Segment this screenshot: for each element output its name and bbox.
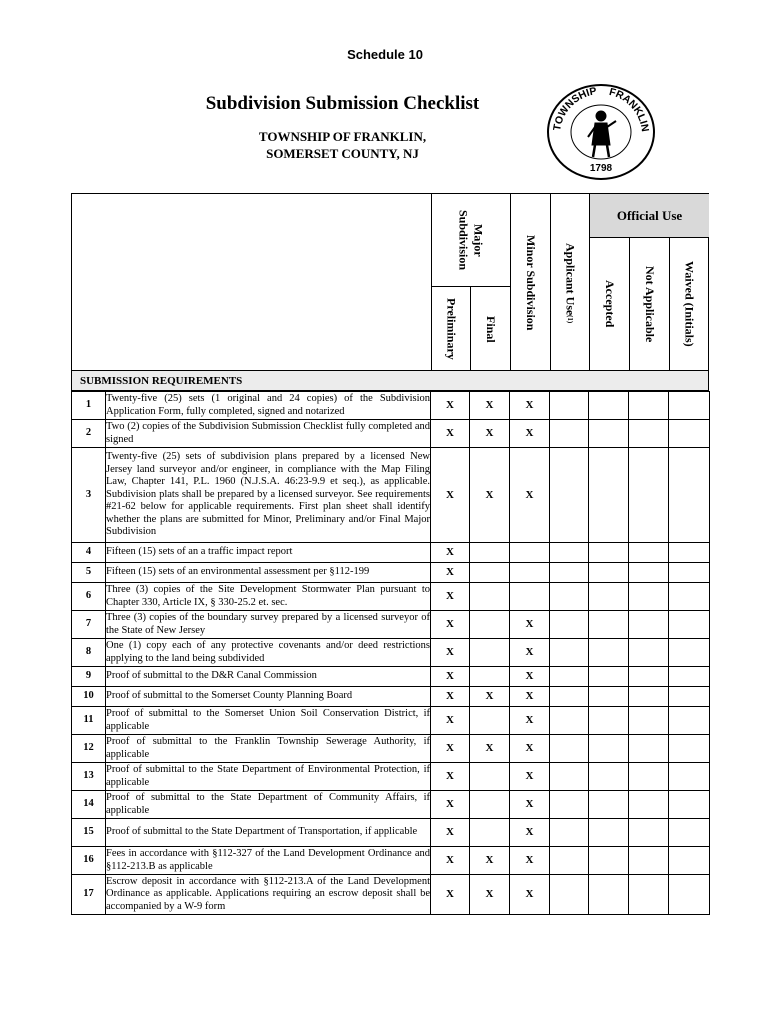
preliminary-mark[interactable]: X: [431, 735, 470, 763]
minor-mark[interactable]: X: [510, 791, 550, 819]
table-row: [72, 563, 710, 583]
waived-initials-field[interactable]: [669, 392, 710, 420]
preliminary-mark[interactable]: X: [431, 392, 470, 420]
not-applicable-checkbox[interactable]: [629, 639, 669, 667]
final-mark[interactable]: X: [470, 448, 510, 543]
not-applicable-checkbox[interactable]: [629, 563, 669, 583]
page-title: Subdivision Submission Checklist: [205, 93, 480, 114]
accepted-checkbox[interactable]: [589, 791, 629, 819]
accepted-checkbox[interactable]: [589, 763, 629, 791]
not-applicable-checkbox[interactable]: [629, 707, 669, 735]
accepted-checkbox[interactable]: [589, 392, 629, 420]
accepted-checkbox[interactable]: [589, 707, 629, 735]
waived-initials-field[interactable]: [669, 583, 710, 611]
requirements-table: [71, 391, 710, 915]
not-applicable-checkbox[interactable]: [629, 448, 669, 543]
minor-mark[interactable]: X: [510, 420, 550, 448]
minor-mark[interactable]: X: [510, 763, 550, 791]
waived-header: Waived (Initials): [682, 261, 697, 347]
applicant-use-checkbox[interactable]: [550, 707, 589, 735]
accepted-checkbox[interactable]: [589, 687, 629, 707]
waived-initials-field[interactable]: [669, 819, 710, 847]
preliminary-mark[interactable]: X: [431, 687, 470, 707]
preliminary-mark[interactable]: X: [431, 667, 470, 687]
table-row: [72, 392, 710, 420]
final-mark[interactable]: X: [470, 735, 510, 763]
table-row: [72, 847, 710, 875]
waived-initials-field[interactable]: [669, 847, 710, 875]
applicant-use-checkbox[interactable]: [550, 791, 589, 819]
minor-mark[interactable]: [510, 563, 550, 583]
major-subdivision-header: Major Subdivision: [456, 209, 486, 271]
final-mark[interactable]: X: [470, 392, 510, 420]
waived-initials-field[interactable]: [669, 543, 710, 563]
preliminary-mark[interactable]: X: [431, 639, 470, 667]
applicant-use-checkbox[interactable]: [550, 543, 589, 563]
preliminary-mark[interactable]: X: [431, 791, 470, 819]
not-applicable-checkbox[interactable]: [629, 875, 669, 915]
accepted-checkbox[interactable]: [589, 875, 629, 915]
final-mark[interactable]: X: [470, 687, 510, 707]
preliminary-header: Preliminary: [444, 298, 459, 360]
seal-right-text: FRANKLIN: [607, 85, 651, 133]
row-number: 16: [72, 847, 106, 875]
applicant-use-checkbox[interactable]: [550, 583, 589, 611]
requirement-text: Three (3) copies of the boundary survey prepared by a licensed surveyor of the State of New Jersey: [106, 611, 431, 639]
minor-mark[interactable]: X: [510, 735, 550, 763]
waived-initials-field[interactable]: [669, 875, 710, 915]
final-mark[interactable]: [470, 611, 510, 639]
applicant-use-checkbox[interactable]: [550, 819, 589, 847]
schedule-label: Schedule 10: [347, 47, 423, 62]
minor-mark[interactable]: X: [510, 687, 550, 707]
requirement-text: Three (3) copies of the Site Development Stormwater Plan pursuant to Chapter 330, Article IX, § 330-25.2 et. sec.: [106, 583, 431, 611]
row-number: 4: [72, 543, 106, 563]
accepted-checkbox[interactable]: [589, 735, 629, 763]
applicant-use-checkbox[interactable]: [550, 420, 589, 448]
waived-initials-field[interactable]: [669, 667, 710, 687]
final-mark[interactable]: [470, 667, 510, 687]
seal-figure-icon: [588, 111, 616, 157]
requirement-text: Proof of submittal to the State Department of Environmental Protection, if applicable: [106, 763, 431, 791]
not-applicable-checkbox[interactable]: [629, 420, 669, 448]
waived-initials-field[interactable]: [669, 448, 710, 543]
row-number: 13: [72, 763, 106, 791]
table-row: [72, 639, 710, 667]
minor-mark[interactable]: X: [510, 707, 550, 735]
waived-initials-field[interactable]: [669, 791, 710, 819]
applicant-use-checkbox[interactable]: [550, 639, 589, 667]
preliminary-mark[interactable]: X: [431, 448, 470, 543]
applicant-use-checkbox[interactable]: [550, 392, 589, 420]
minor-mark[interactable]: X: [510, 847, 550, 875]
table-row: [72, 583, 710, 611]
requirement-text: Proof of submittal to the Franklin Township Sewerage Authority, if applicable: [106, 735, 431, 763]
not-applicable-checkbox[interactable]: [629, 611, 669, 639]
accepted-checkbox[interactable]: [589, 543, 629, 563]
row-number: 3: [72, 448, 106, 543]
accepted-checkbox[interactable]: [589, 611, 629, 639]
row-number: 7: [72, 611, 106, 639]
applicant-use-footnote: (1): [566, 315, 574, 324]
final-mark[interactable]: [470, 819, 510, 847]
not-applicable-checkbox[interactable]: [629, 847, 669, 875]
column-header: [71, 193, 709, 371]
not-applicable-checkbox[interactable]: [629, 392, 669, 420]
minor-mark[interactable]: X: [510, 639, 550, 667]
final-mark[interactable]: [470, 763, 510, 791]
not-applicable-checkbox[interactable]: [629, 791, 669, 819]
final-mark[interactable]: X: [470, 420, 510, 448]
official-use-header: Official Use: [590, 194, 709, 237]
waived-initials-field[interactable]: [669, 420, 710, 448]
table-row: [72, 707, 710, 735]
row-number: 9: [72, 667, 106, 687]
requirement-text: Fees in accordance with §112-327 of the Land Development Ordinance and §112-213.B as applicable: [106, 847, 431, 875]
preliminary-mark[interactable]: X: [431, 819, 470, 847]
row-number: 12: [72, 735, 106, 763]
row-number: 2: [72, 420, 106, 448]
requirement-text: Escrow deposit in accordance with §112-213.A of the Land Development Ordinance as applicable. Applications requiring an escrow deposit shall be accompanied by a W-9 form: [106, 875, 431, 915]
requirement-text: Proof of submittal to the State Department of Transportation, if applicable: [106, 819, 431, 847]
requirement-text: Twenty-five (25) sets (1 original and 24 copies) of the Subdivision Application Form, fully completed, signed and notarized: [106, 392, 431, 420]
row-number: 8: [72, 639, 106, 667]
preliminary-mark[interactable]: X: [431, 543, 470, 563]
row-number: 10: [72, 687, 106, 707]
applicant-use-header: [551, 196, 589, 370]
preliminary-mark[interactable]: X: [431, 707, 470, 735]
preliminary-mark[interactable]: X: [431, 875, 470, 915]
waived-initials-field[interactable]: [669, 563, 710, 583]
not-applicable-checkbox[interactable]: [629, 667, 669, 687]
final-mark[interactable]: X: [470, 875, 510, 915]
accepted-checkbox[interactable]: [589, 583, 629, 611]
row-number: 11: [72, 707, 106, 735]
table-row: [72, 448, 710, 543]
applicant-use-checkbox[interactable]: [550, 875, 589, 915]
applicant-use-checkbox[interactable]: [550, 847, 589, 875]
minor-mark[interactable]: X: [510, 819, 550, 847]
table-row: [72, 611, 710, 639]
row-number: 5: [72, 563, 106, 583]
applicant-use-checkbox[interactable]: [550, 448, 589, 543]
table-row: [72, 667, 710, 687]
minor-mark[interactable]: [510, 543, 550, 563]
requirement-text: One (1) copy each of any protective covenants and/or deed restrictions applying to the land being subdivided: [106, 639, 431, 667]
row-number: 14: [72, 791, 106, 819]
accepted-checkbox[interactable]: [589, 563, 629, 583]
row-number: 6: [72, 583, 106, 611]
preliminary-mark[interactable]: X: [431, 583, 470, 611]
waived-initials-field[interactable]: [669, 611, 710, 639]
preliminary-mark[interactable]: X: [431, 763, 470, 791]
requirement-text: Proof of submittal to the State Department of Community Affairs, if applicable: [106, 791, 431, 819]
accepted-header: Accepted: [603, 280, 617, 328]
table-row: [72, 791, 710, 819]
requirement-text: Proof of submittal to the Somerset County Planning Board: [106, 687, 431, 707]
township-seal: [546, 83, 656, 181]
table-row: [72, 875, 710, 915]
waived-initials-field[interactable]: [669, 687, 710, 707]
final-mark[interactable]: [470, 707, 510, 735]
table-row: [72, 543, 710, 563]
applicant-use-checkbox[interactable]: [550, 687, 589, 707]
minor-mark[interactable]: X: [510, 667, 550, 687]
final-mark[interactable]: [470, 543, 510, 563]
minor-mark[interactable]: X: [510, 611, 550, 639]
requirement-text: Proof of submittal to the D&R Canal Commission: [106, 667, 431, 687]
seal-top-text: TOWNSHIP: [551, 85, 598, 132]
row-number: 15: [72, 819, 106, 847]
preliminary-mark[interactable]: X: [431, 563, 470, 583]
row-number: 17: [72, 875, 106, 915]
waived-initials-field[interactable]: [669, 763, 710, 791]
requirement-text: Two (2) copies of the Subdivision Submission Checklist fully completed and signed: [106, 420, 431, 448]
accepted-checkbox[interactable]: [589, 847, 629, 875]
accepted-checkbox[interactable]: [589, 667, 629, 687]
preliminary-mark[interactable]: X: [431, 847, 470, 875]
accepted-checkbox[interactable]: [589, 819, 629, 847]
not-applicable-checkbox[interactable]: [629, 735, 669, 763]
preliminary-mark[interactable]: X: [431, 611, 470, 639]
applicant-use-checkbox[interactable]: [550, 563, 589, 583]
final-header: Final: [484, 315, 498, 343]
township-name: TOWNSHIP OF FRANKLIN,: [258, 129, 427, 144]
applicant-use-checkbox[interactable]: [550, 763, 589, 791]
minor-mark[interactable]: X: [510, 875, 550, 915]
final-mark[interactable]: [470, 639, 510, 667]
requirement-text: Proof of submittal to the Somerset Union Soil Conservation District, if applicable: [106, 707, 431, 735]
county-name: SOMERSET COUNTY, NJ: [266, 146, 419, 161]
minor-mark[interactable]: X: [510, 392, 550, 420]
not-applicable-checkbox[interactable]: [629, 819, 669, 847]
minor-mark[interactable]: [510, 583, 550, 611]
section-title: SUBMISSION REQUIREMENTS: [71, 371, 709, 391]
row-number: 1: [72, 392, 106, 420]
requirement-text: Fifteen (15) sets of an environmental assessment per §112-199: [106, 563, 431, 583]
not-applicable-checkbox[interactable]: [629, 543, 669, 563]
applicant-use-checkbox[interactable]: [550, 611, 589, 639]
not-applicable-checkbox[interactable]: [629, 687, 669, 707]
accepted-checkbox[interactable]: [589, 448, 629, 543]
requirement-text: Twenty-five (25) sets of subdivision plans prepared by a licensed New Jersey land surveyor and/or engineer, in compliance with the Map Filing Law, Chapter 141, P.L. 1960 (N.J.S.A. 46:23-9.9 et seq.), as applicable. Subdivision plats shall be prepared by a licensed surveyor. See requirements #21-62 below for applicable requirements. First plan sheet shall identify whether the plans are submitted for Minor, Preliminary and/or Final Major Subdivision: [106, 448, 431, 543]
minor-subdivision-header: Minor Subdivision: [524, 235, 538, 331]
not-applicable-checkbox[interactable]: [629, 763, 669, 791]
preliminary-mark[interactable]: X: [431, 420, 470, 448]
table-row: [72, 687, 710, 707]
table-row: [72, 420, 710, 448]
accepted-checkbox[interactable]: [589, 420, 629, 448]
waived-initials-field[interactable]: [669, 707, 710, 735]
not-applicable-header: Not Applicable: [643, 265, 657, 343]
final-mark[interactable]: [470, 563, 510, 583]
accepted-checkbox[interactable]: [589, 639, 629, 667]
seal-year: 1798: [589, 163, 613, 174]
table-row: [72, 735, 710, 763]
final-mark[interactable]: [470, 791, 510, 819]
table-row: [72, 763, 710, 791]
minor-mark[interactable]: X: [510, 448, 550, 543]
table-row: [72, 819, 710, 847]
final-mark[interactable]: X: [470, 847, 510, 875]
not-applicable-checkbox[interactable]: [629, 583, 669, 611]
waived-initials-field[interactable]: [669, 735, 710, 763]
applicant-use-checkbox[interactable]: [550, 735, 589, 763]
requirement-text: Fifteen (15) sets of an a traffic impact report: [106, 543, 431, 563]
applicant-use-checkbox[interactable]: [550, 667, 589, 687]
applicant-use-label: Applicant Use: [563, 242, 578, 316]
final-mark[interactable]: [470, 583, 510, 611]
waived-initials-field[interactable]: [669, 639, 710, 667]
